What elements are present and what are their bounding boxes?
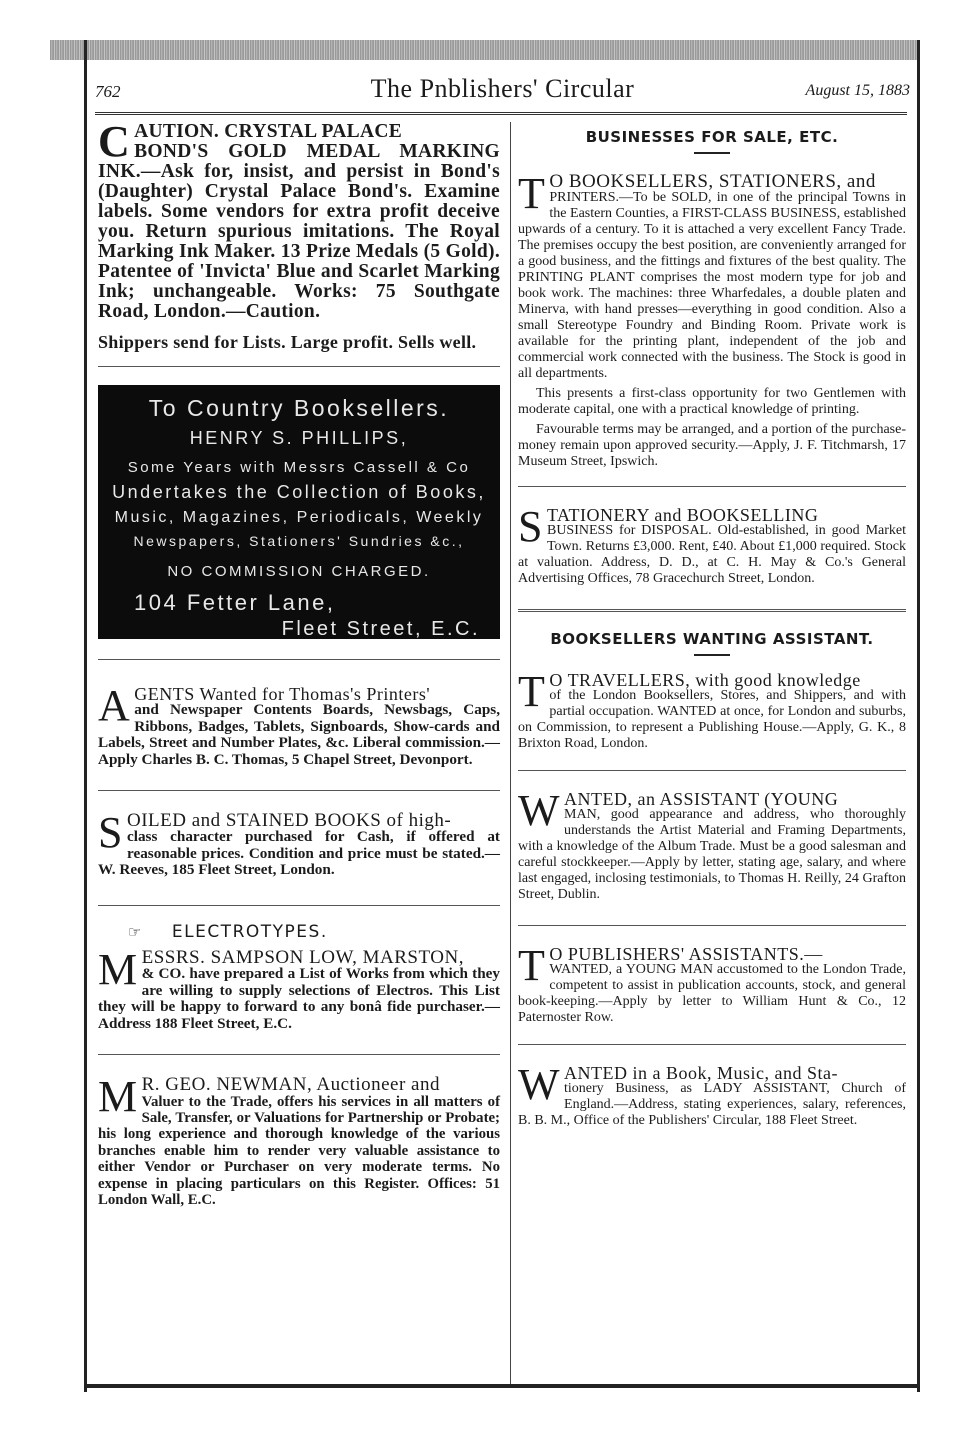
drop-cap: T: [518, 667, 546, 716]
separator: [98, 366, 500, 367]
drop-cap: M: [98, 1072, 138, 1122]
ad-booksellers-stationers: [518, 169, 906, 470]
drop-cap: W: [518, 1060, 561, 1109]
ad-soiled-books: [98, 808, 500, 879]
ad-body: PRINTERS.—To be SOLD, in one of the principal Towns in the Eastern Counties, a FIRST-CLASS BUSINESS, established upwards of a century. To it is attached a very excellent Fancy Trade. The premises occupy the best position, are conveniently arranged for a good business, and the fittings and fixtures of the best quality. The PRINTING PLANT comprises the most modern type for job and book work. The machines: three Wharfedales, a double platen and Minerva, with hand presses—everything in good condition. Also a small Stereotype Foundry and Binding Room. Private work is available for the printing plant, independent of the job and commercial work connected with the business. The Stock is good in all departments.: [518, 190, 906, 381]
section-heading: ELECTROTYPES.: [171, 921, 328, 942]
ad-line: Newspapers, Stationers' Sundries &c.,: [133, 533, 465, 549]
section-heading-assistant: BOOKSELLERS WANTING ASSISTANT.: [550, 630, 874, 648]
ad-headline: OILED and STAINED BOOKS of high-: [126, 810, 452, 832]
ad-body: of the London Booksellers, Stores, and Shippers, and with partial occupation. WANTED at once, for London and suburbs, on Commission, to represent a Publishing House.—Apply, G. K., 8 Brixton Road, London.: [518, 688, 906, 751]
drop-cap: W: [518, 786, 561, 835]
ad-electrotypes: [98, 921, 500, 1032]
ad-line: NO COMMISSION CHARGED.: [167, 563, 431, 580]
ad-wanted-assistant: [518, 786, 906, 903]
ad-line: Undertakes the Collection of Books,: [112, 482, 486, 502]
ad-headline: ANTED in a Book, Music, and Sta-: [564, 1063, 838, 1083]
drop-cap: T: [518, 941, 546, 990]
ad-line: HENRY S. PHILLIPS,: [189, 428, 409, 448]
ad-body: Valuer to the Trade, offers his services in all matters of Sale, Transfer, or Valuations for Partnership or Probate; his long experience and thorough knowledge of the various branches enable him to render very valuable assistance to either Vendor or Purchaser on very moderate terms. No expense in placing particulars on this Register. Offices: 51 London Wall, E.C.: [98, 1093, 500, 1208]
issue-date: August 15, 1883: [805, 82, 910, 99]
header-rule: [95, 112, 907, 115]
ad-paragraph: Favourable terms may be arranged, and a portion of the purchase-money remain upon approved security.—Apply, J. F. Titchmarsh, 17 Museum Street, Ipswich.: [518, 422, 906, 469]
drop-cap: T: [518, 169, 546, 218]
right-column: [518, 122, 906, 1129]
drop-cap: C: [98, 117, 131, 166]
drop-cap: S: [518, 502, 543, 551]
bottom-rule: [84, 1384, 920, 1388]
separator: [518, 1044, 906, 1045]
running-head: [95, 70, 910, 110]
ad-henry-phillips: [98, 385, 500, 639]
ad-stationery-bookselling: [518, 502, 906, 587]
section-bar: [694, 152, 730, 154]
separator: [98, 1054, 500, 1055]
separator: [98, 905, 500, 906]
separator: [518, 770, 906, 771]
ad-lady-assistant: [518, 1060, 906, 1129]
ad-agents: [98, 681, 500, 768]
ad-footer: Shippers send for Lists. Large profit. Sells well.: [98, 332, 477, 352]
section-bar: [694, 654, 730, 656]
section-heading-sale: BUSINESSES FOR SALE, ETC.: [585, 128, 839, 146]
ad-body: WANTED, a YOUNG MAN accustomed to the London Trade, competent to assist in publication accounts, stock, and general book-keeping.—Apply by letter to William Hunt & Co., 12 Paternoster Row.: [518, 962, 906, 1025]
ad-headline: ESSRS. SAMPSON LOW, MARSTON,: [141, 947, 464, 969]
ad-headline: AUTION. CRYSTAL PALACE: [134, 121, 403, 142]
ad-headline: O BOOKSELLERS, STATIONERS, and: [549, 171, 876, 192]
ad-headline: R. GEO. NEWMAN, Auctioneer and: [141, 1074, 440, 1096]
separator: [518, 925, 906, 926]
ad-headline: TATIONERY and BOOKSELLING: [546, 505, 819, 525]
drop-cap: A: [98, 681, 131, 730]
column-divider: [510, 122, 511, 1384]
ad-headline: O TRAVELLERS, with good knowledge: [549, 670, 861, 690]
ad-crystal-palace: [98, 117, 500, 352]
drop-cap: S: [98, 808, 123, 858]
ad-headline: GENTS Wanted for Thomas's Printers': [134, 684, 431, 704]
left-column: [98, 117, 500, 1208]
separator: [518, 486, 906, 487]
ad-line: 104 Fetter Lane,: [134, 590, 336, 615]
separator: [518, 609, 906, 612]
page-number: 762: [95, 82, 121, 101]
ad-body: & CO. have prepared a List of Works from which they are willing to supply selections of Electros. This List they will be happy to forward to any bonâ fide purchaser.—Address 188 Fleet Street, E.C.: [98, 965, 500, 1032]
ad-publishers-assistants: [518, 941, 906, 1026]
ad-line: Fleet Street, E.C.: [281, 618, 480, 640]
ad-body: tionery Business, as LADY ASSISTANT, Church of England.—Address, stating experiences, salary, references, B. B. M., Office of the Publishers' Circular, 188 Fleet Street.: [518, 1081, 906, 1128]
ad-body: and Newspaper Contents Boards, Newsbags, Caps, Ribbons, Badges, Tablets, Signboards, Show-cards and Labels, Street and Number Plates, &c. Liberal commission.—Apply Charles B. C. Thomas, 5 Chapel Street, Devonport.: [98, 701, 500, 768]
ad-body: MAN, good appearance and address, who thoroughly understands the Artist Material and Framing Departments, with a knowledge of the Album Trade. Must be a good salesman and careful stockkeeper.—Apply by letter, stating age, salary, and where last engaged, inclosing testimonials, to Thomas H. Reilly, 24 Grafton Street, Dublin.: [518, 807, 906, 902]
drop-cap: M: [98, 945, 138, 995]
ad-line: Some Years with Messrs Cassell & Co: [127, 459, 471, 476]
ad-body: BOND'S GOLD MEDAL MARKING INK.—Ask for, insist, and persist in Bond's (Daughter) Crystal Palace Bond's. Examine labels. Some vendors for extra profit deceive you. Return spurious imitations. The Royal Marking Ink Maker. 13 Prize Medals (5 Gold). Patentee of 'Invicta' Blue and Scarlet Marking Ink; unchangeable. Works: 75 Southgate Road, London.—Caution.: [98, 141, 500, 322]
ad-geo-newman: [98, 1072, 500, 1208]
separator: [98, 790, 500, 791]
ad-travellers: [518, 667, 906, 752]
ad-paragraph: This presents a first-class opportunity for two Gentlemen with moderate capital, one with a practical knowledge of printing.: [518, 386, 906, 417]
ad-headline: O PUBLISHERS' ASSISTANTS.—: [549, 944, 823, 964]
pointing-hand-icon: ☞: [128, 922, 143, 941]
journal-title: The Pnblishers' Circular: [370, 74, 635, 103]
ad-body: class character purchased for Cash, if offered at reasonable prices. Condition and price must be stated.—W. Reeves, 185 Fleet Street, London.: [98, 828, 500, 879]
ad-body: BUSINESS for DISPOSAL. Old-established, in good Market Town. Returns £3,000. Rent, £40. About £1,000 required. Stock at valuation. Address, D. D., at C. H. May & Co.'s General Advertising Offices, 78 Gracechurch Street, London.: [518, 523, 906, 586]
ad-headline: ANTED, an ASSISTANT (YOUNG: [564, 789, 839, 809]
separator: [98, 659, 500, 660]
ad-line: Music, Magazines, Periodicals, Weekly: [114, 509, 484, 526]
ad-line: To Country Booksellers.: [148, 395, 450, 421]
